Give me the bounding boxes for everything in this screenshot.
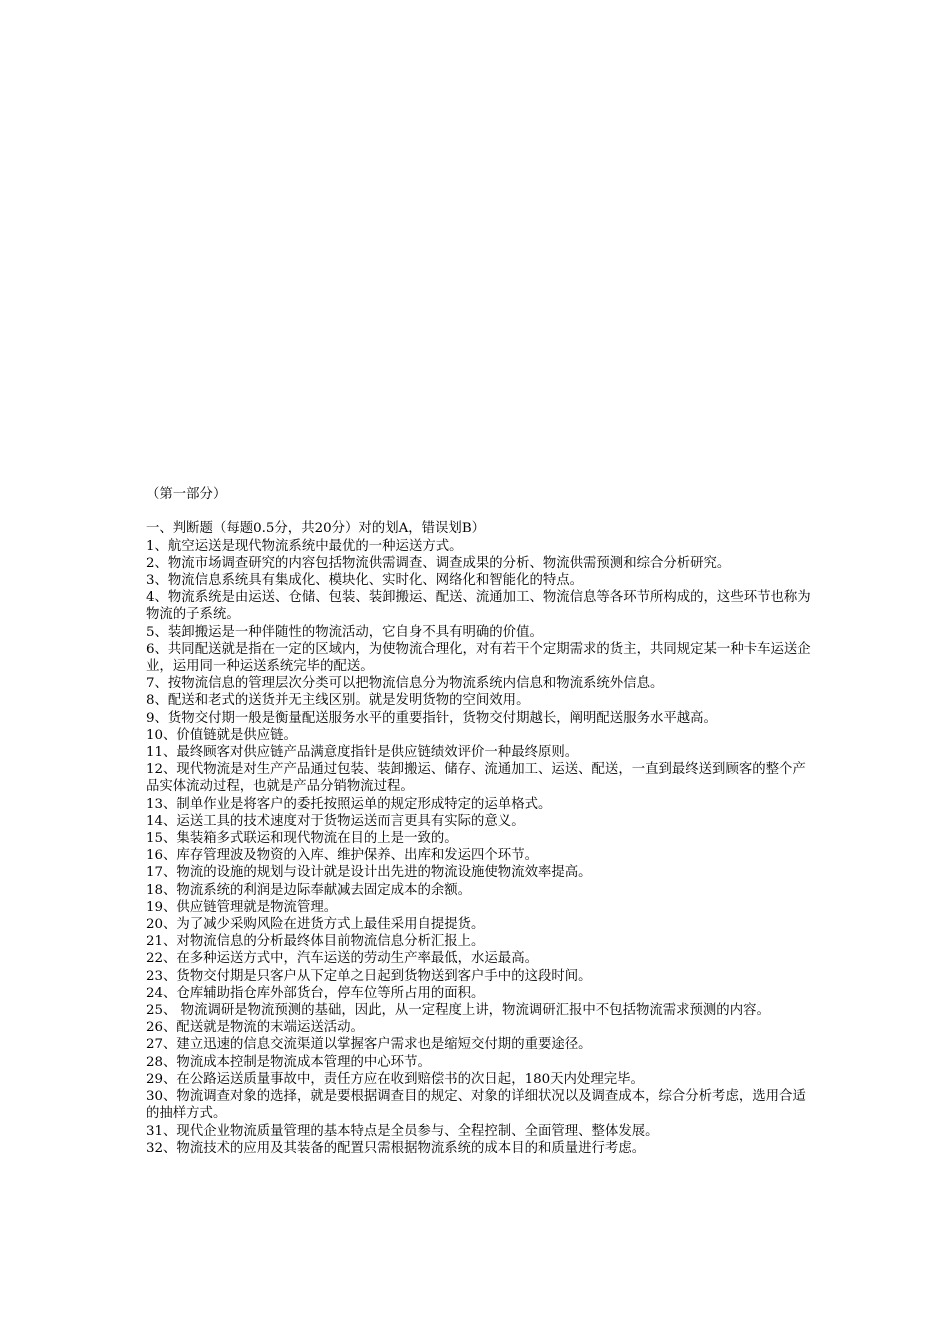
question-item: 17、物流的设施的规划与设计就是设计出先进的物流设施使物流效率提高。 (146, 865, 592, 881)
question-item: 8、配送和老式的送货并无主线区别。就是发明货物的空间效用。 (146, 693, 530, 709)
part-title: （第一部分） (146, 487, 227, 502)
question-item: 28、物流成本控制是物流成本管理的中心环节。 (146, 1054, 431, 1070)
question-item: 30、物流调查对象的选择，就是要根据调查目的规定、对象的详细状况以及调查成本，综合分析考虑，选用合适的抽样方式。 (146, 1089, 806, 1122)
question-item: 25、 物流调研是物流预测的基础，因此，从一定程度上讲，物流调研汇报中不包括物流需求预测的内容。 (146, 1003, 770, 1019)
question-item: 4、物流系统是由运送、仓储、包装、装卸搬运、配送、流通加工、物流信息等各环节所构成的，这些环节也称为物流的子系统。 (146, 590, 811, 623)
question-item: 24、仓库辅助指仓库外部货台，停车位等所占用的面积。 (146, 985, 485, 1001)
question-item: 16、库存管理波及物资的入库、维护保养、出库和发运四个环节。 (146, 848, 538, 864)
question-item: 23、货物交付期是只客户从下定单之日起到货物送到客户手中的这段时间。 (146, 968, 592, 984)
question-item: 11、最终顾客对供应链产品满意度指针是供应链绩效评价一种最终原则。 (146, 745, 579, 761)
question-item: 22、在多种运送方式中，汽车运送的劳动生产率最低，水运最高。 (146, 951, 538, 967)
section-title: 一、判断题（每题0.5分，共20分）对的划A，错误划B） (146, 521, 486, 537)
question-item: 26、配送就是物流的末端运送活动。 (146, 1020, 364, 1036)
question-item: 5、装卸搬运是一种伴随性的物流活动，它自身不具有明确的价值。 (146, 624, 543, 640)
question-item: 21、对物流信息的分析最终体目前物流信息分析汇报上。 (146, 934, 485, 950)
question-item: 1、航空运送是现代物流系统中最优的一种运送方式。 (146, 538, 463, 554)
question-item: 15、集装箱多式联运和现代物流在目的上是一致的。 (146, 831, 458, 847)
question-item: 6、共同配送就是指在一定的区域内，为使物流合理化，对有若干个定期需求的货主，共同规定某一种卡车运送企业，运用同一种运送系统完毕的配送。 (146, 641, 811, 675)
question-item: 18、物流系统的利润是边际奉献减去固定成本的余额。 (146, 882, 472, 898)
question-item: 3、物流信息系统具有集成化、模块化、实时化、网络化和智能化的特点。 (146, 573, 584, 588)
question-item: 32、物流技术的应用及其装备的配置只需根据物流系统的成本目的和质量进行考虑。 (146, 1140, 646, 1156)
question-item: 13、制单作业是将客户的委托按照运单的规定形成特定的运单格式。 (146, 796, 552, 812)
question-item: 29、在公路运送质量事故中，责任方应在收到赔偿书的次日起，180天内处理完毕。 (146, 1071, 644, 1087)
question-item: 31、现代企业物流质量管理的基本特点是全员参与、全程控制、全面管理、整体发展。 (146, 1123, 659, 1139)
question-item: 2、物流市场调查研究的内容包括物流供需调查、调查成果的分析、物流供需预测和综合分析研究。 (146, 555, 731, 571)
document-page (146, 486, 818, 1157)
question-item: 14、运送工具的技术速度对于货物运送而言更具有实际的意义。 (146, 813, 525, 829)
question-item: 9、货物交付期一般是衡量配送服务水平的重要指针，货物交付期越长，阐明配送服务水平越高。 (146, 710, 717, 726)
question-item: 19、供应链管理就是物流管理。 (146, 899, 338, 915)
blank-line (146, 503, 818, 520)
question-item: 20、为了减少采购风险在进货方式上最佳采用自提提货。 (146, 917, 485, 933)
question-list (146, 538, 818, 1157)
question-item: 27、建立迅速的信息交流渠道以掌握客户需求也是缩短交付期的重要途径。 (146, 1037, 592, 1053)
question-item: 7、按物流信息的管理层次分类可以把物流信息分为物流系统内信息和物流系统外信息。 (146, 676, 664, 692)
question-item: 12、现代物流是对生产产品通过包装、装卸搬运、储存、流通加工、运送、配送，一直到最终送到顾客的整个产品实体流动过程，也就是产品分销物流过程。 (146, 762, 806, 795)
question-item: 10、价值链就是供应链。 (146, 727, 297, 743)
